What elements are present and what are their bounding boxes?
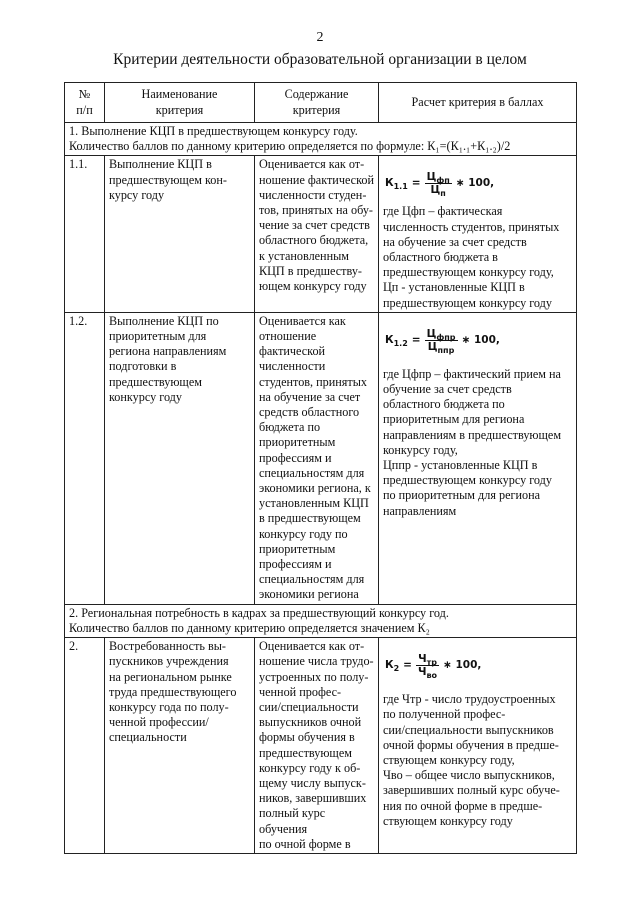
text-line: ющем конкурсу году (259, 279, 367, 294)
row-num: 1.1. (65, 156, 105, 312)
text-line: предшествующем конкурсу году (383, 295, 552, 310)
text-line: курсу году (109, 187, 165, 202)
text-line: щему числу выпуск- (259, 775, 366, 790)
section-2-cell (65, 604, 577, 637)
formula-tail: ∗ 100, (443, 658, 482, 671)
text-line: тов, принятых на обу- (259, 203, 373, 218)
formula (385, 171, 572, 199)
text-line: отношение (259, 329, 317, 344)
row-calc (379, 312, 577, 604)
header-content: Содержание критерия (255, 83, 379, 123)
text-line: КЦП в предшеству- (259, 263, 362, 278)
text-line: чение за счет средств (259, 218, 370, 233)
text-line: приоритетным (259, 435, 336, 450)
section-1-line1: 1. Выполнение КЦП в предшествующем конкурсу году. (69, 124, 358, 138)
text-line: Востребованность вы- (109, 639, 226, 654)
text-line: ченной профессии/ (109, 715, 209, 730)
text-line: фактической (259, 344, 326, 359)
section-1-row (65, 123, 577, 156)
text-line: конкурсу году к об- (259, 760, 361, 775)
row-calc (379, 638, 577, 854)
formula-numerator-sub: тр (426, 658, 437, 668)
text-line: формы обучения в (259, 730, 355, 745)
text-line: выпускников очной (259, 715, 362, 730)
formula-lhs-sub: 1.1 (393, 182, 408, 192)
formula-lhs: $К_{1.1}$ (385, 177, 408, 192)
text-line: полный курс обучения (259, 806, 326, 836)
text-line: профессиям и (259, 557, 332, 572)
text-line: в предшествующем (259, 511, 361, 526)
text-line: завершивших полный курс обуче- (383, 783, 560, 798)
text-line: специальностям для (259, 465, 365, 480)
formula-lhs: $К_2$ (385, 658, 400, 674)
text-line: областного бюджета в (383, 250, 498, 265)
text-line: Оценивается как от- (259, 639, 365, 654)
text-line: направлениям (383, 503, 457, 518)
formula-fraction (425, 171, 452, 199)
row-num: 2. (65, 638, 105, 854)
row-name (105, 156, 255, 312)
formula-denominator-sub: во (426, 671, 438, 681)
text-line: ния по очной форме в предше- (383, 798, 543, 813)
text-line: региона направлениям (109, 344, 227, 359)
text-line: на обучение за счет средств (383, 234, 527, 249)
text-line: очной формы обучения в предше- (383, 737, 559, 752)
text-line: Оценивается как от- (259, 157, 365, 172)
formula (385, 653, 572, 681)
text-line: ников, завершивших (259, 791, 367, 806)
text-line: направлениям в предшествующем (383, 427, 562, 442)
section-1-cell (65, 123, 577, 156)
text-line: Чво – общее число выпускников, (383, 768, 555, 783)
page-number: 2 (316, 30, 324, 45)
formula-denominator-sub: п (440, 189, 446, 199)
text-line: где Чтр - число трудоустроенных (383, 692, 556, 707)
criteria-table (64, 82, 577, 854)
text-line: предшествующем конкурсу году (383, 473, 552, 488)
text-line: экономики региона, к (259, 481, 371, 496)
formula-explanation (383, 204, 572, 310)
formula-numerator: $Ц_{фпр}$ (426, 327, 456, 342)
text-line: по приоритетным для региона (383, 488, 541, 503)
formula-lhs: $К_{1.2}$ (385, 333, 408, 348)
text-line: на обучение за счет (259, 389, 361, 404)
section-2-line1: 2. Региональная потребность в кадрах за предшествующий конкурсу год. (69, 605, 449, 620)
table-header-row (65, 83, 577, 123)
formula-numerator-sub: фп (436, 176, 450, 186)
text-line: предшествующем кон- (109, 172, 227, 187)
text-line: ношение числа трудо- (259, 654, 374, 669)
text-line: средств областного (259, 405, 360, 420)
formula-numerator: $Ц_{фп}$ (426, 171, 450, 186)
text-line: по полученной профес- (383, 707, 506, 722)
section-1-line2: Количество баллов по данному критерию определяется по формуле: К₁=(К₁.₁+К₁.₂)/2 (69, 139, 511, 154)
formula-denominator: $Ц_{ппр}$ (427, 340, 455, 355)
formula-denominator-sub: ппр (437, 345, 455, 355)
text-line: Выполнение КЦП по (109, 313, 219, 328)
text-line: численности (259, 359, 326, 374)
text-line: Цп - установленные КЦП в (383, 280, 525, 295)
text-line: конкурсу году по (259, 526, 348, 541)
text-line: ченной профес- (259, 684, 342, 699)
text-line: сии/специальности (259, 699, 359, 714)
text-line: к установленным (259, 248, 350, 263)
text-line: численность студентов, принятых (383, 219, 560, 234)
text-line: на региональном рынке (109, 669, 232, 684)
text-line: подготовки в (109, 359, 177, 374)
text-line: Оценивается как (259, 313, 346, 328)
text-line: предшествующем (259, 745, 352, 760)
text-line: конкурсу года по полу- (109, 699, 229, 714)
text-line: студентов, принятых (259, 374, 368, 389)
formula-equals: = (411, 333, 421, 346)
row-calc (379, 156, 577, 312)
text-line: устроенных по полу- (259, 669, 369, 684)
text-line: где Цфпр – фактический прием на (383, 366, 561, 381)
formula-tail: ∗ 100, (461, 333, 500, 346)
text-line: приоритетным для (109, 329, 207, 344)
text-line: ствующем конкурсу году, (383, 752, 515, 767)
header-num: № п/п (65, 83, 105, 123)
text-line: численности студен- (259, 187, 367, 202)
text-line: где Цфп – фактическая (383, 204, 503, 219)
text-line: приоритетным для региона (383, 412, 525, 427)
row-num: 1.2. (65, 312, 105, 604)
header-calc: Расчет критерия в баллах (379, 83, 577, 123)
text-line: сии/специальности выпускников (383, 722, 554, 737)
text-line: Цппр - установленные КЦП в (383, 458, 538, 473)
formula-lhs-sub: 1.2 (393, 338, 408, 348)
text-line: по очной форме в (259, 836, 351, 851)
text-line: обучение за счет средств (383, 382, 512, 397)
text-line: конкурсу году, (383, 442, 458, 457)
formula-lhs-sub: 2 (393, 664, 400, 674)
text-line: предшествующем (109, 374, 202, 389)
formula-equals: = (411, 177, 421, 190)
text-line: предшествующем конкурсу году, (383, 265, 554, 280)
formula-explanation (383, 692, 572, 829)
formula-numerator: $Ч_{тр}$ (418, 653, 437, 668)
text-line: бюджета по (259, 420, 321, 435)
text-line: установленным КЦП (259, 496, 369, 511)
formula-numerator-sub: фпр (436, 332, 456, 342)
section-2-line2: Количество баллов по данному критерию определяется значением К₂ (69, 620, 430, 635)
formula-equals: = (403, 658, 412, 671)
formula-denominator: $Ч_{во}$ (417, 666, 438, 681)
text-line: специальности (109, 730, 187, 745)
text-line: специальностям для (259, 572, 365, 587)
text-line: конкурсу году (109, 389, 182, 404)
text-line: пускников учреждения (109, 654, 229, 669)
text-line: Выполнение КЦП в (109, 157, 212, 172)
formula-fraction (425, 328, 458, 353)
text-line: ствующем конкурсу году (383, 813, 513, 828)
table-row (65, 156, 577, 312)
row-name (105, 312, 255, 604)
row-content (255, 312, 379, 604)
text-line: приоритетным (259, 541, 336, 556)
text-line: экономики региона (259, 587, 359, 602)
text-line: областного бюджета, (259, 233, 369, 248)
header-name: Наименование критерия (105, 83, 255, 123)
section-2-row (65, 604, 577, 637)
formula-denominator: $Ц_п$ (430, 184, 446, 199)
table-row (65, 312, 577, 604)
row-content (255, 638, 379, 854)
page-title: Критерии деятельности образовательной организации в целом (113, 51, 527, 68)
formula (385, 328, 572, 353)
row-content (255, 156, 379, 312)
text-line: областного бюджета по (383, 397, 505, 412)
formula-explanation (383, 367, 572, 519)
formula-fraction (416, 653, 439, 681)
text-line: профессиям и (259, 450, 332, 465)
text-line: ношение фактической (259, 172, 374, 187)
text-line: труда предшествующего (109, 684, 237, 699)
table-row (65, 638, 577, 854)
row-name (105, 638, 255, 854)
formula-tail: ∗ 100, (455, 177, 495, 190)
